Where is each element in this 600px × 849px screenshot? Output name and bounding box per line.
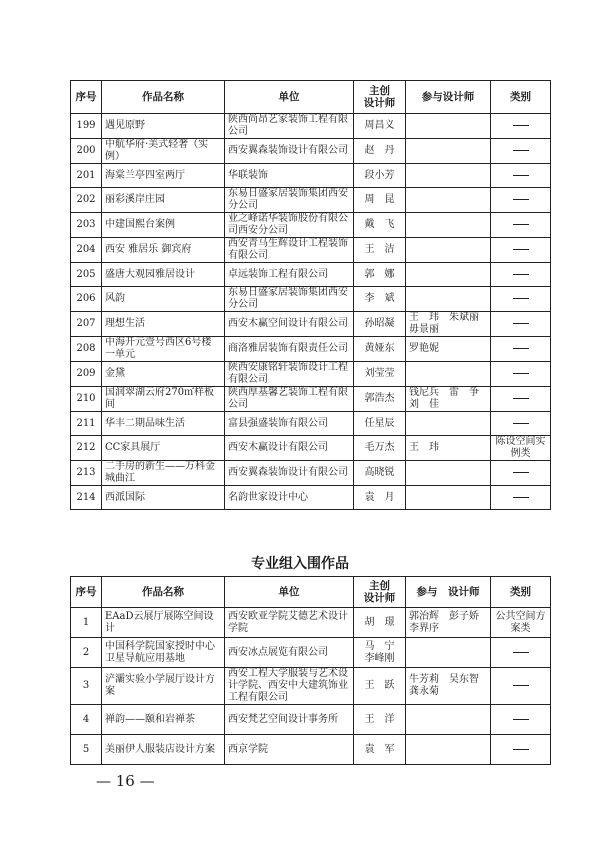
cell-unit: 西安冰点展览有限公司 xyxy=(225,638,354,668)
cell-title: 理想生活 xyxy=(102,312,225,337)
cell-title: 遇见原野 xyxy=(102,114,225,139)
dash-mark xyxy=(513,298,529,299)
table-row xyxy=(71,263,551,287)
dash-mark xyxy=(513,719,529,720)
cell-unit: 西安工程大学服装与艺术设计学院、西安中大建筑饰业工程有限公司 xyxy=(225,668,354,705)
cell-category xyxy=(491,412,551,436)
cell-category xyxy=(491,337,551,362)
column-header: 单位 xyxy=(225,577,354,608)
cell-title: 中建国熙台案例 xyxy=(102,213,225,238)
cell-unit: 华联装饰 xyxy=(225,164,354,188)
cell-participants xyxy=(406,362,491,387)
cell-title: 中国科学院国家授时中心卫星导航应用基地 xyxy=(102,638,225,668)
cell-category xyxy=(491,461,551,486)
dash-mark xyxy=(513,398,529,399)
table-row xyxy=(71,668,551,705)
column-header: 序号 xyxy=(71,577,102,608)
dash-mark xyxy=(513,199,529,200)
cell-title: 西派国际 xyxy=(102,486,225,510)
table-row xyxy=(71,238,551,263)
table-row xyxy=(71,164,551,188)
cell-title: 西安 雅居乐 御宾府 xyxy=(102,238,225,263)
dash-mark xyxy=(513,274,529,275)
column-header: 作品名称 xyxy=(102,81,225,114)
table-row xyxy=(71,608,551,638)
cell-lead-designer: 任星辰 xyxy=(354,412,406,436)
cell-participants xyxy=(406,287,491,312)
cell-category xyxy=(491,638,551,668)
cell-unit: 西安翼森装饰设计有限公司 xyxy=(225,461,354,486)
column-header: 主创 设计师 xyxy=(354,577,406,608)
table-row xyxy=(71,638,551,668)
cell-participants: 罗艳妮 xyxy=(406,337,491,362)
cell-number: 214 xyxy=(71,486,102,510)
cell-number: 206 xyxy=(71,287,102,312)
cell-unit: 西京学院 xyxy=(225,735,354,765)
cell-unit: 西安翼森装饰设计有限公司 xyxy=(225,139,354,164)
column-header: 主创 设计师 xyxy=(354,81,406,114)
table-row xyxy=(71,139,551,164)
cell-participants xyxy=(406,735,491,765)
table-row xyxy=(71,387,551,412)
table-header-row xyxy=(71,577,551,608)
cell-category xyxy=(491,735,551,765)
cell-participants xyxy=(406,263,491,287)
cell-title: 浐灞实验小学展厅设计方案 xyxy=(102,668,225,705)
column-header: 类别 xyxy=(491,577,551,608)
cell-number: 205 xyxy=(71,263,102,287)
cell-participants xyxy=(406,238,491,263)
cell-lead-designer: 戴 飞 xyxy=(354,213,406,238)
table-header-row xyxy=(71,81,551,114)
cell-lead-designer: 胡 璟 xyxy=(354,608,406,638)
cell-category xyxy=(491,164,551,188)
cell-unit: 商洛雅居装饰有限责任公司 xyxy=(225,337,354,362)
dash-mark xyxy=(513,652,529,653)
cell-participants: 郭治辉 彭子娇 李界序 xyxy=(406,608,491,638)
cell-category xyxy=(491,362,551,387)
cell-number: 212 xyxy=(71,436,102,461)
table-row xyxy=(71,412,551,436)
dash-mark xyxy=(513,249,529,250)
cell-category xyxy=(491,213,551,238)
dash-mark xyxy=(513,472,529,473)
cell-title: 二手房的新生——万科金城曲江 xyxy=(102,461,225,486)
column-header: 类别 xyxy=(491,81,551,114)
cell-lead-designer: 段小芳 xyxy=(354,164,406,188)
cell-number: 207 xyxy=(71,312,102,337)
cell-unit: 业之峰诺华装饰股份有限公司西安分公司 xyxy=(225,213,354,238)
table-row xyxy=(71,188,551,213)
cell-participants xyxy=(406,139,491,164)
cell-unit: 陕西尚昂艺家装饰工程有限公司 xyxy=(225,114,354,139)
cell-title: 丽彩溪岸庄园 xyxy=(102,188,225,213)
dash-mark xyxy=(513,685,529,686)
cell-lead-designer: 高晓锐 xyxy=(354,461,406,486)
cell-unit: 西安青马生辉设计工程装饰有限公司 xyxy=(225,238,354,263)
column-header: 序号 xyxy=(71,81,102,114)
cell-participants xyxy=(406,114,491,139)
cell-lead-designer: 袁 军 xyxy=(354,735,406,765)
cell-category xyxy=(491,114,551,139)
cell-participants xyxy=(406,461,491,486)
dash-mark xyxy=(513,497,529,498)
cell-participants: 牛芳莉 吴东智 龚永菊 xyxy=(406,668,491,705)
dash-mark xyxy=(513,423,529,424)
cell-title: 中海开元壹号西区6号楼一单元 xyxy=(102,337,225,362)
cell-number: 213 xyxy=(71,461,102,486)
column-header: 参与 设计师 xyxy=(406,577,491,608)
dash-mark xyxy=(513,373,529,374)
cell-category xyxy=(491,387,551,412)
dash-mark xyxy=(513,150,529,151)
cell-lead-designer: 王 跃 xyxy=(354,668,406,705)
cell-number: 2 xyxy=(71,638,102,668)
cell-lead-designer: 王 洋 xyxy=(354,705,406,735)
table-row xyxy=(71,114,551,139)
cell-unit: 东易日盛家居装饰集团西安分公司 xyxy=(225,287,354,312)
cell-category xyxy=(491,287,551,312)
cell-title: 金黛 xyxy=(102,362,225,387)
dash-mark xyxy=(513,323,529,324)
cell-unit: 富县强盛装饰有限公司 xyxy=(225,412,354,436)
cell-category xyxy=(491,486,551,510)
table-row xyxy=(71,705,551,735)
page-number: — 16 — xyxy=(96,772,155,790)
column-header: 单位 xyxy=(225,81,354,114)
cell-participants xyxy=(406,486,491,510)
cell-number: 204 xyxy=(71,238,102,263)
table-row xyxy=(71,337,551,362)
cell-title: 禅韵——颐和岩禅茶 xyxy=(102,705,225,735)
table-row xyxy=(71,287,551,312)
table-row xyxy=(71,486,551,510)
cell-participants xyxy=(406,164,491,188)
cell-participants: 钱尼兵 雷 争 刘 佳 xyxy=(406,387,491,412)
cell-lead-designer: 赵 丹 xyxy=(354,139,406,164)
cell-lead-designer: 袁 月 xyxy=(354,486,406,510)
cell-number: 199 xyxy=(71,114,102,139)
cell-lead-designer: 刘莹莹 xyxy=(354,362,406,387)
table-row xyxy=(71,312,551,337)
dash-mark xyxy=(513,224,529,225)
cell-number: 201 xyxy=(71,164,102,188)
cell-category xyxy=(491,705,551,735)
cell-category xyxy=(491,668,551,705)
cell-participants: 王 玮 朱斌丽 毋景丽 xyxy=(406,312,491,337)
cell-lead-designer: 周昌义 xyxy=(354,114,406,139)
cell-lead-designer: 周 昆 xyxy=(354,188,406,213)
cell-lead-designer: 毛万杰 xyxy=(354,436,406,461)
column-header: 参与设计师 xyxy=(406,81,491,114)
cell-title: EAaD云展厅展陈空间设计 xyxy=(102,608,225,638)
cell-number: 5 xyxy=(71,735,102,765)
cell-number: 208 xyxy=(71,337,102,362)
cell-title: 海棠兰亭四室两厅 xyxy=(102,164,225,188)
cell-lead-designer: 马 宁 李峰刚 xyxy=(354,638,406,668)
table-row xyxy=(71,362,551,387)
cell-unit: 西安木赢设计有限公司 xyxy=(225,436,354,461)
cell-lead-designer: 郭 娜 xyxy=(354,263,406,287)
table-row xyxy=(71,461,551,486)
cell-lead-designer: 李 斌 xyxy=(354,287,406,312)
cell-unit: 西安木赢空间设计有限公司 xyxy=(225,312,354,337)
cell-category: 公共空间方案类 xyxy=(491,608,551,638)
cell-title: CC家具展厅 xyxy=(102,436,225,461)
cell-participants xyxy=(406,705,491,735)
cell-participants xyxy=(406,188,491,213)
cell-lead-designer: 郭浩杰 xyxy=(354,387,406,412)
cell-participants xyxy=(406,412,491,436)
cell-number: 209 xyxy=(71,362,102,387)
cell-title: 美丽伊人服装店设计方案 xyxy=(102,735,225,765)
table-row xyxy=(71,436,551,461)
cell-number: 1 xyxy=(71,608,102,638)
dash-mark xyxy=(513,348,529,349)
cell-participants xyxy=(406,213,491,238)
cell-unit: 名韵世家设计中心 xyxy=(225,486,354,510)
cell-title: 华丰二期品味生活 xyxy=(102,412,225,436)
dash-mark xyxy=(513,175,529,176)
dash-mark xyxy=(513,125,529,126)
dash-mark xyxy=(513,749,529,750)
cell-number: 203 xyxy=(71,213,102,238)
cell-category xyxy=(491,188,551,213)
cell-number: 4 xyxy=(71,705,102,735)
cell-title: 风韵 xyxy=(102,287,225,312)
cell-participants xyxy=(406,638,491,668)
cell-title: 盛唐大观园雅居设计 xyxy=(102,263,225,287)
cell-category xyxy=(491,139,551,164)
cell-number: 3 xyxy=(71,668,102,705)
column-header: 作品名称 xyxy=(102,577,225,608)
cell-category xyxy=(491,312,551,337)
table-row xyxy=(71,735,551,765)
cell-number: 200 xyxy=(71,139,102,164)
table-professional-entries xyxy=(70,576,551,765)
table-row xyxy=(71,213,551,238)
cell-unit: 陕西厚基馨艺装饰工程有限公司 xyxy=(225,387,354,412)
cell-unit: 卓远装饰工程有限公司 xyxy=(225,263,354,287)
table-entries-199-214 xyxy=(70,80,551,510)
cell-lead-designer: 黄娅东 xyxy=(354,337,406,362)
cell-number: 210 xyxy=(71,387,102,412)
cell-unit: 东易日盛家居装饰集团西安分公司 xyxy=(225,188,354,213)
section-title: 专业组入围作品 xyxy=(251,556,349,572)
cell-unit: 西安欧亚学院艾德艺术设计学院 xyxy=(225,608,354,638)
cell-lead-designer: 孙昭凝 xyxy=(354,312,406,337)
cell-number: 202 xyxy=(71,188,102,213)
cell-participants: 王 玮 xyxy=(406,436,491,461)
cell-unit: 西安梵艺空间设计事务所 xyxy=(225,705,354,735)
cell-category xyxy=(491,238,551,263)
cell-number: 211 xyxy=(71,412,102,436)
cell-title: 国润翠湖云府270㎡样板间 xyxy=(102,387,225,412)
cell-category: 陈设空间实例类 xyxy=(491,436,551,461)
cell-title: 中航华府·美式轻奢（实例） xyxy=(102,139,225,164)
cell-unit: 陕西安康铭轩装饰设计工程有限公司 xyxy=(225,362,354,387)
cell-category xyxy=(491,263,551,287)
cell-lead-designer: 王 洁 xyxy=(354,238,406,263)
